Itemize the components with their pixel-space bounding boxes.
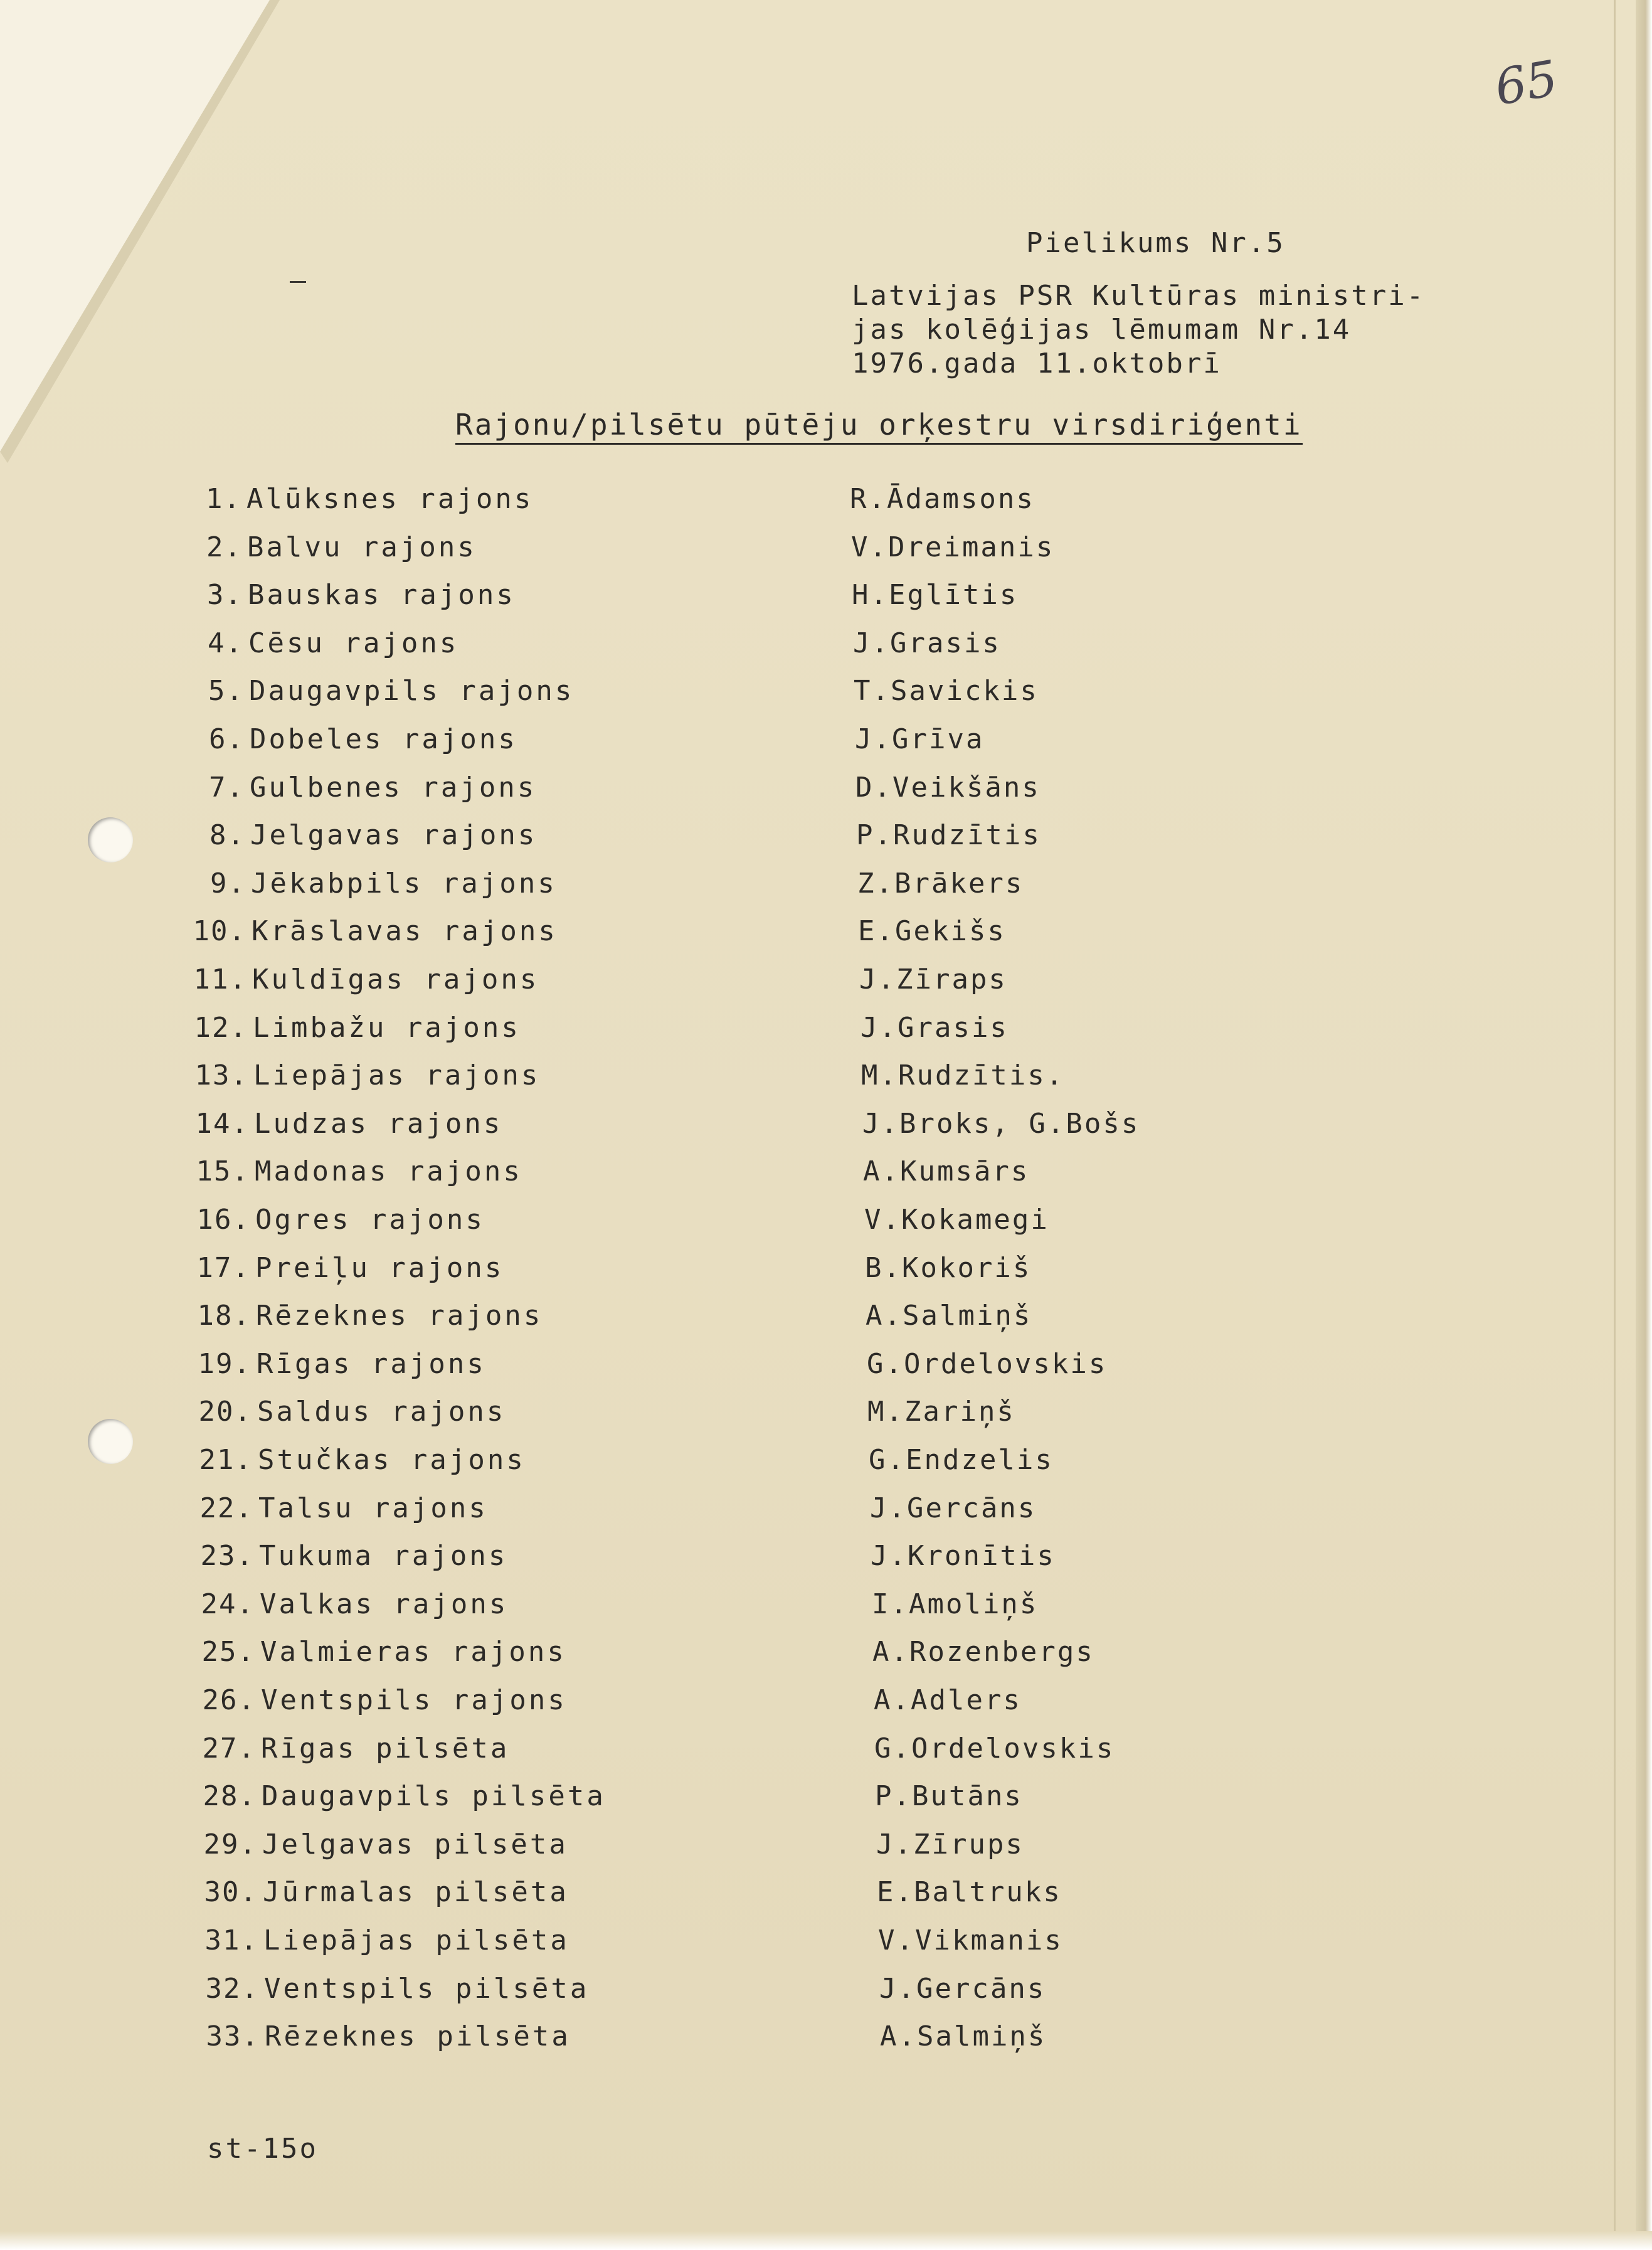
district-name: Saldus rajons [257,1396,506,1428]
entry-number: 31. [204,1924,258,1956]
district-name: Tukuma rajons [259,1540,508,1572]
district-name: Daugavpils pilsēta [262,1780,606,1812]
conductor-name: J.Gercāns [879,1973,1046,2005]
conductor-name: G.Ordelovskis [874,1733,1115,1764]
conductor-name: B.Kokoriš [865,1252,1032,1284]
district-name: Jēkabpils rajons [251,868,557,899]
entry-number: 22. [199,1492,253,1524]
conductor-name: J.Grīva [855,723,985,755]
list-item [172,1492,1238,1530]
list-item [161,579,1227,617]
document-title: Rajonu/pilsētu pūtēju orķestru virsdiriģenti [455,408,1303,445]
entry-number: 26. [202,1684,256,1716]
conductor-name: A.Adlers [874,1684,1022,1716]
entry-number: 6. [209,723,245,755]
punch-hole-upper [88,817,133,862]
district-name: Talsu rajons [258,1492,488,1524]
conductor-name: J.Gercāns [870,1492,1037,1524]
conductor-name: J.Grasis [853,627,1001,659]
entry-number: 27. [202,1733,256,1764]
entry-number: 8. [209,819,245,851]
district-name: Rīgas pilsēta [261,1733,510,1764]
district-name: Ventspils rajons [261,1684,567,1716]
district-name: Jūrmalas pilsēta [263,1876,569,1908]
list-item [174,1684,1241,1722]
entry-number: 28. [203,1780,257,1812]
conductor-name: A.Salmiņš [880,2020,1047,2052]
list-item [168,1155,1234,1193]
district-name: Jelgavas rajons [250,819,537,851]
entry-number: 32. [205,1973,259,2005]
entry-number: 20. [198,1396,252,1428]
entry-number: 30. [204,1876,258,1908]
conductor-name: A.Kumsārs [863,1155,1030,1187]
conductor-name: J.Grasis [860,1012,1009,1044]
district-name: Jelgavas pilsēta [262,1828,568,1860]
list-item [167,1059,1233,1097]
entry-number: 19. [198,1348,252,1380]
conductor-name: E.Baltruks [877,1876,1062,1908]
district-name: Ventspils pilsēta [264,1973,590,2005]
conductor-name: Z.Brākers [857,868,1024,899]
list-item [174,1733,1241,1770]
district-name: Stučkas rajons [258,1444,526,1476]
list-item [166,1012,1232,1049]
list-item [177,1973,1244,2010]
conductor-name: A.Salmiņš [866,1300,1032,1332]
entry-number: 25. [201,1636,255,1668]
list-item [162,675,1229,713]
stray-dash-mark [290,281,306,283]
district-name: Limbažu rajons [253,1012,521,1044]
conductor-name: G.Ordelovskis [867,1348,1108,1380]
list-item [169,1300,1236,1337]
district-name: Balvu rajons [247,531,477,563]
district-name: Cēsu rajons [248,627,459,659]
list-item [171,1444,1237,1482]
district-name: Daugavpils rajons [249,675,574,707]
district-name: Liepājas rajons [253,1059,541,1091]
list-item [160,483,1226,521]
district-name: Valkas rajons [260,1588,509,1620]
list-item [164,819,1230,857]
district-name: Krāslavas rajons [252,915,558,947]
district-name: Rēzeknes rajons [256,1300,543,1332]
conductor-name: J.Kronītis [871,1540,1056,1572]
district-name: Rīgas rajons [257,1348,486,1380]
conductor-name: E.Gekišs [858,915,1006,947]
list-item [178,2020,1244,2058]
conductor-name: J.Zīraps [859,963,1007,995]
conductor-name: G.Endzelis [869,1444,1054,1476]
conductor-name: M.Zariņš [867,1396,1015,1428]
list-item [174,1636,1240,1674]
entry-number: 24. [201,1588,255,1620]
list-item [161,531,1227,569]
paper-edge-shadow [1636,0,1652,2250]
conductor-name: H.Eglītis [852,579,1019,611]
paper-bottom-edge [0,2231,1652,2250]
entry-number: 11. [193,963,247,995]
entry-number: 1. [206,483,241,515]
appendix-number: Pielikums Nr.5 [1026,227,1285,259]
list-item [169,1252,1235,1290]
list-item [170,1348,1236,1386]
conductor-name: J.Broks, G.Bošs [862,1108,1140,1140]
entry-number: 18. [197,1300,251,1332]
list-item [173,1588,1239,1626]
entry-number: 12. [194,1012,248,1044]
conductor-name: V.Vikmanis [878,1924,1063,1956]
list-item [175,1780,1241,1818]
conductor-name: V.Dreimanis [851,531,1055,563]
list-item [162,627,1228,665]
folded-corner [0,0,351,477]
conductor-name: P.Butāns [875,1780,1023,1812]
entry-number: 2. [206,531,242,563]
header-line: Latvijas PSR Kultūras ministri- [852,280,1426,312]
conductor-name: I.Amoliņš [872,1588,1039,1620]
entry-number: 15. [196,1155,250,1187]
list-item [166,963,1232,1001]
entry-number: 4. [208,627,243,659]
header-line: jas kolēģijas lēmumam Nr.14 [852,314,1352,346]
district-name: Liepājas pilsēta [263,1924,569,1956]
entry-number: 9. [210,868,246,899]
district-name: Madonas rajons [255,1155,522,1187]
entry-number: 17. [196,1252,250,1284]
district-name: Dobeles rajons [250,723,517,755]
list-item [172,1540,1239,1578]
entry-number: 16. [196,1204,250,1236]
district-name: Gulbenes rajons [250,772,537,804]
conductor-name: P.Rudzītis [856,819,1041,851]
conductor-name: T.Savickis [854,675,1039,707]
entry-number: 5. [208,675,244,707]
list-item [176,1828,1242,1866]
entry-number: 29. [203,1828,257,1860]
entry-number: 3. [207,579,243,611]
conductor-name: J.Zīrups [876,1828,1024,1860]
district-name: Rēzeknes pilsēta [265,2020,571,2052]
entry-number: 7. [209,772,245,804]
conductor-name: R.Ādamsons [850,483,1035,515]
list-item [169,1204,1235,1241]
district-name: Ogres rajons [255,1204,485,1236]
list-item [163,772,1229,809]
entry-number: 33. [206,2020,260,2052]
list-item [176,1876,1242,1914]
punch-hole-lower [88,1419,133,1464]
handwritten-page-number: 65 [1490,50,1562,117]
list-item [177,1924,1243,1962]
list-item [171,1396,1237,1433]
district-name: Ludzas rajons [254,1108,503,1140]
list-item [165,915,1231,953]
list-item [163,723,1229,761]
conductor-name: D.Veikšāns [855,772,1040,804]
header-line: 1976.gada 11.oktobrī [852,348,1222,379]
footer-code: st-15o [207,2133,318,2165]
district-name: Bauskas rajons [248,579,516,611]
district-name: Kuldīgas rajons [252,963,539,995]
entry-number: 14. [195,1108,249,1140]
conductor-name: M.Rudzītis. [861,1059,1065,1091]
conductor-name: V.Kokamegi [864,1204,1049,1236]
list-item [167,1108,1234,1145]
district-name: Preiļu rajons [255,1252,504,1284]
district-name: Alūksnes rajons [246,483,534,515]
district-name: Valmieras rajons [260,1636,566,1668]
conductor-name: A.Rozenbergs [872,1636,1094,1668]
entry-number: 21. [199,1444,253,1476]
paper-edge-line [1614,0,1616,2250]
list-item [164,868,1231,905]
entry-number: 13. [194,1059,248,1091]
entry-number: 23. [200,1540,254,1572]
entry-number: 10. [193,915,246,947]
